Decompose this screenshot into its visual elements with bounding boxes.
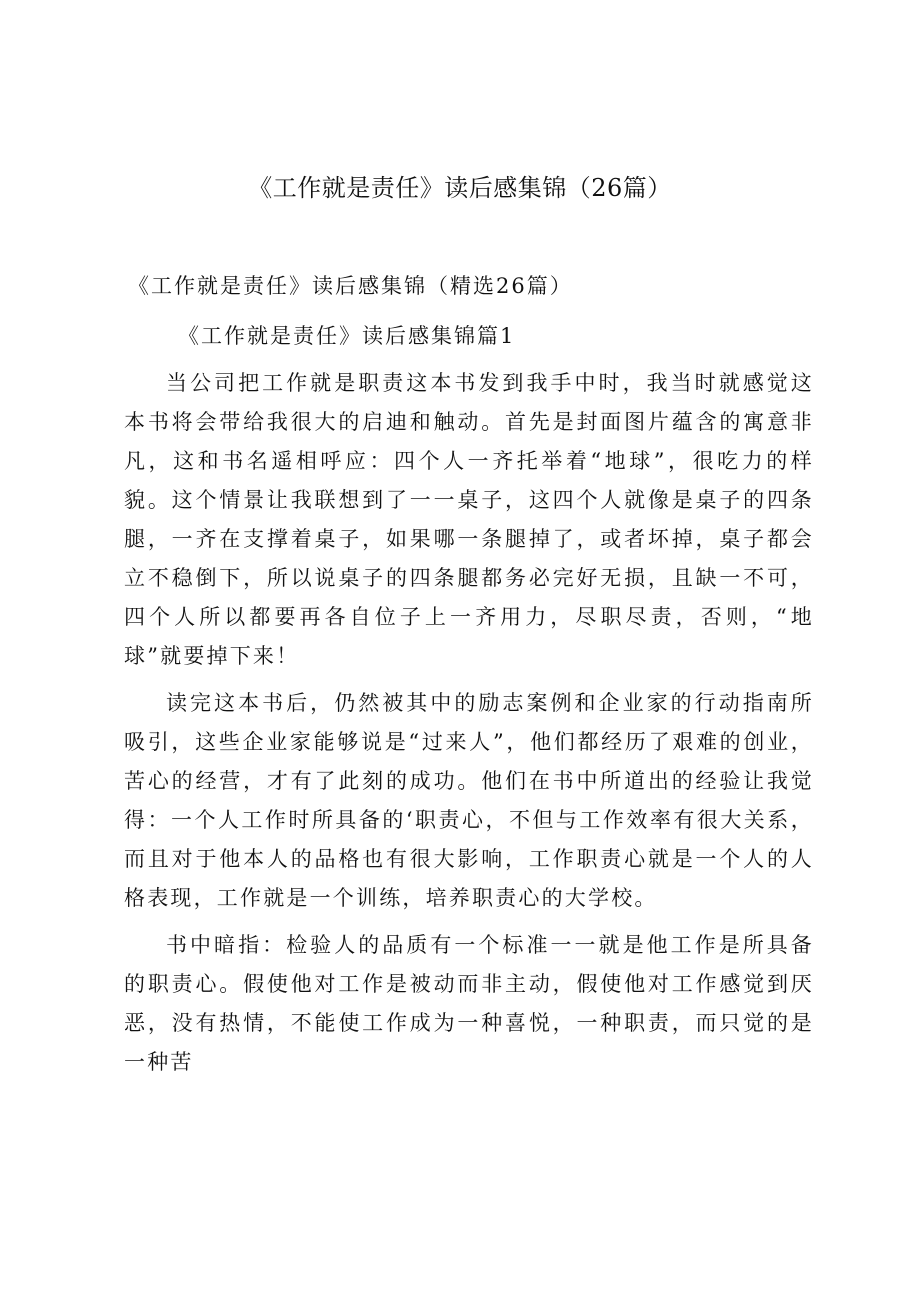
paragraph-3: 书中暗指：检验人的品质有一个标准一一就是他工作是所具备的职责心。假使他对工作是被动而非主动，假使他对工作感觉到厌恶，没有热情，不能使工作成为一种喜悦，一种职责，而只觉的是一种苦 (124, 933, 814, 1074)
document-body (124, 364, 814, 1082)
section-heading: 《工作就是责任》读后感集锦篇1 (178, 324, 516, 348)
paragraph-2: 读完这本书后，仍然被其中的励志案例和企业家的行动指南所吸引，这些企业家能够说是“过来人”，他们都经历了艰难的创业，苦心的经营，才有了此刻的成功。他们在书中所道出的经验让我觉得：一个人工作时所具备的‘职责心，不但与工作效率有很大关系，而且对于他本人的品格也有很大影响，工作职责心就是一个人的人格表现，工作就是一个训练，培养职责心的大学校。 (124, 691, 814, 910)
paragraph-1: 当公司把工作就是职责这本书发到我手中时，我当时就感觉这本书将会带给我很大的启迪和触动。首先是封面图片蕴含的寓意非凡，这和书名遥相呼应：四个人一齐托举着“地球”，很吃力的样貌。这个情景让我联想到了一一桌子，这四个人就像是桌子的四条腿，一齐在支撑着桌子，如果哪一条腿掉了，或者坏掉，桌子都会立不稳倒下，所以说桌子的四条腿都务必完好无损，且缺一不可，四个人所以都要再各自位子上一齐用力，尽职尽责，否则，“地球”就要掉下来！ (124, 371, 814, 668)
document-subtitle: 《工作就是责任》读后感集锦（精选26篇） (128, 274, 573, 298)
document-title: 《工作就是责任》读后感集锦（26篇） (248, 174, 672, 202)
